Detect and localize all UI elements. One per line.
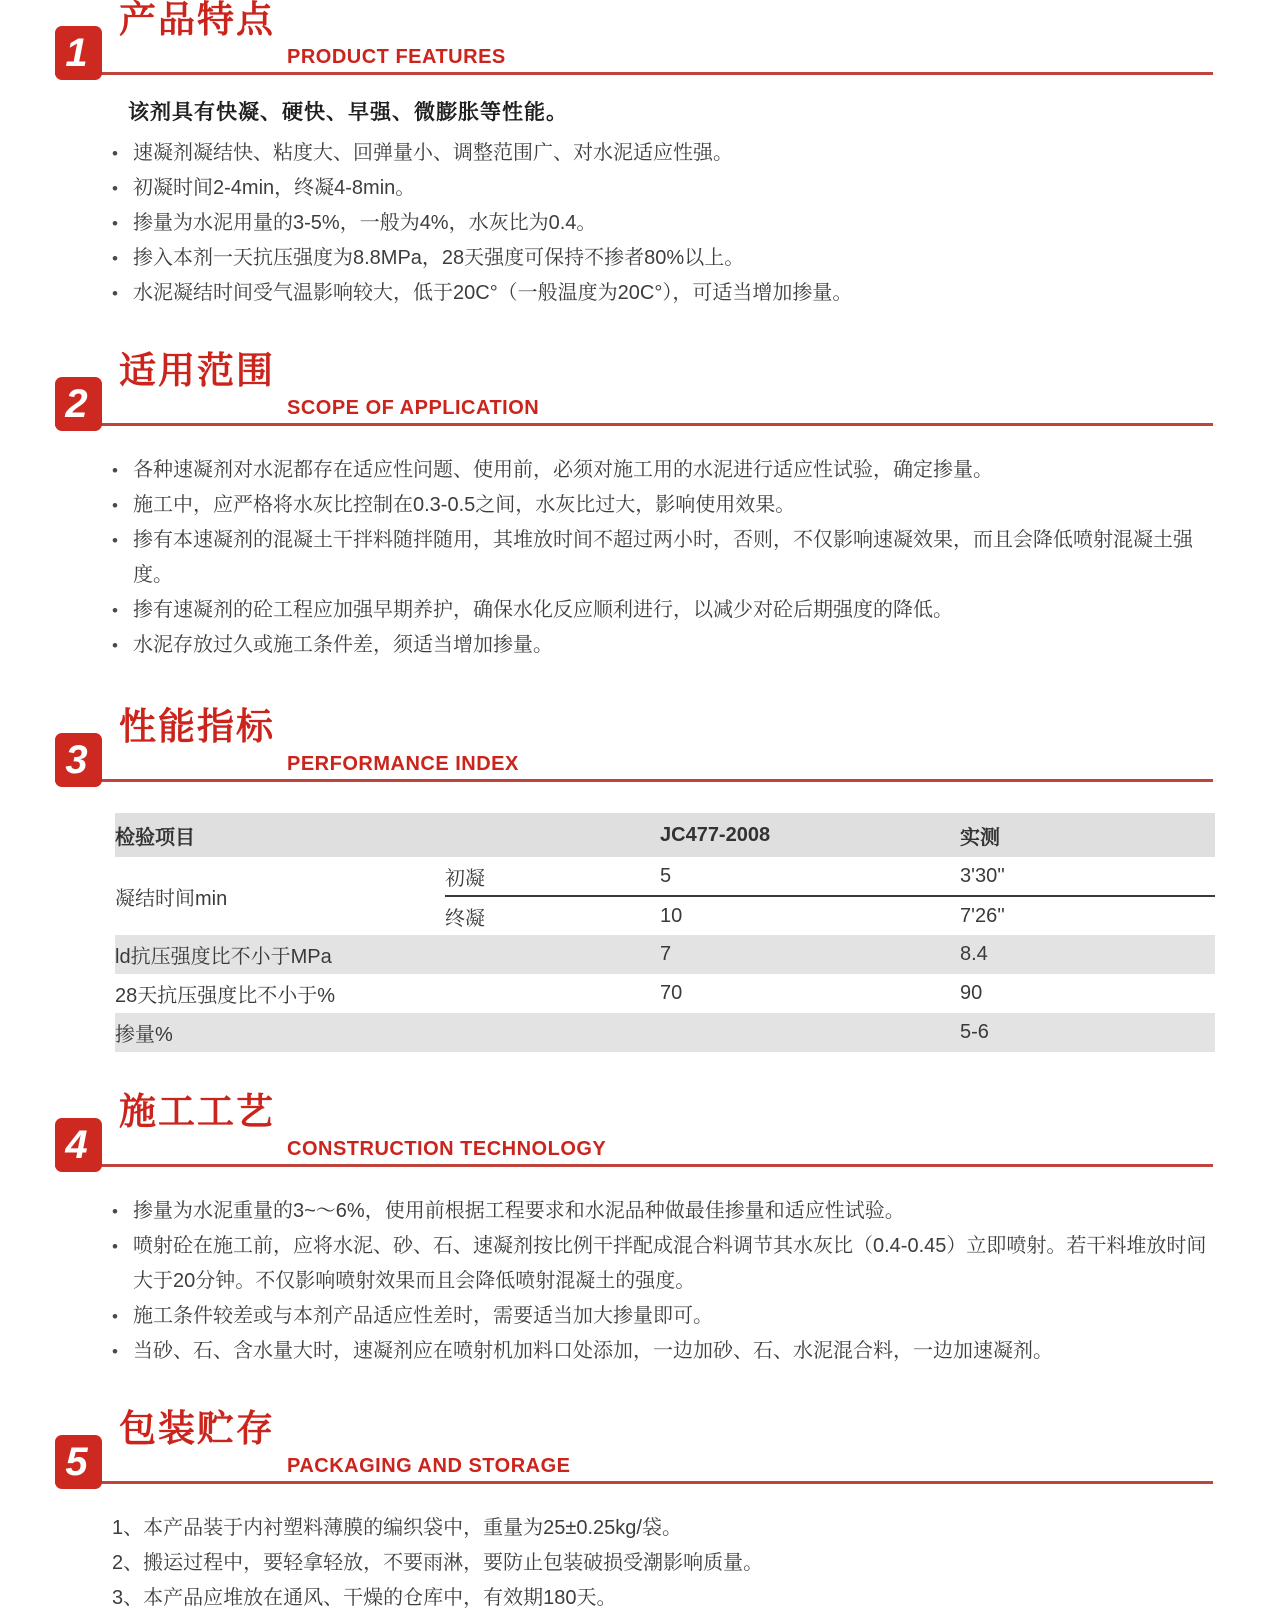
list-item bbox=[112, 1299, 1213, 1334]
row-label: 28天抗压强度比不小于% bbox=[115, 985, 336, 1007]
bullet-dot-icon: • bbox=[112, 1237, 118, 1256]
row-label: 凝结时间min bbox=[115, 887, 228, 910]
list-item-text: 各种速凝剂对水泥都存在适应性问题、使用前，必须对施工用的水泥进行适应性试验，确定掺量。 bbox=[133, 459, 993, 481]
section-performance-index bbox=[55, 706, 1213, 1052]
sub-row-label: 终凝 bbox=[445, 907, 485, 930]
section-title: 包装贮存 bbox=[119, 1408, 275, 1450]
section-number-badge bbox=[55, 377, 102, 431]
bullet-dot-icon: • bbox=[112, 531, 118, 550]
table-row bbox=[115, 935, 1215, 974]
bullet-dot-icon: • bbox=[112, 284, 118, 303]
list-item-text: 掺入本剂一天抗压强度为8.8MPa，28天强度可保持不掺者80%以上。 bbox=[133, 247, 745, 269]
list-item-text: 喷射砼在施工前，应将水泥、砂、石、速凝剂按比例干拌配成混合料调节其水灰比（0.4-0.45）立即喷射。若干料堆放时间大于20分钟。不仅影响喷射效果而且会降低喷射混凝土的强度。 bbox=[133, 1235, 1207, 1292]
section-header bbox=[55, 350, 1213, 431]
table-row bbox=[115, 857, 1215, 896]
section-underline bbox=[55, 423, 1213, 426]
list-item-text: 速凝剂凝结快、粘度大、回弹量小、调整范围广、对水泥适应性强。 bbox=[133, 142, 733, 164]
section-number-badge bbox=[55, 1435, 102, 1489]
section-number: 5 bbox=[65, 1439, 88, 1484]
measured-value: 7'26'' bbox=[960, 904, 1005, 927]
list-item: 3、本产品应堆放在通风、干燥的仓库中，有效期180天。 bbox=[112, 1587, 617, 1609]
section-number: 4 bbox=[65, 1122, 88, 1167]
list-item bbox=[112, 453, 1213, 488]
list-item bbox=[112, 593, 1213, 628]
list-item bbox=[112, 241, 1213, 276]
list-item bbox=[112, 1229, 1213, 1299]
scope-list bbox=[55, 453, 1213, 663]
row-label: 掺量% bbox=[115, 1024, 173, 1046]
list-item-text: 施工条件较差或与本剂产品适应性差时，需要适当加大掺量即可。 bbox=[133, 1305, 713, 1327]
list-item-text: 掺量为水泥重量的3~～6%，使用前根据工程要求和水泥品种做最佳掺量和适应性试验。 bbox=[133, 1200, 905, 1222]
section-title: 产品特点 bbox=[119, 0, 275, 41]
column-header-empty bbox=[445, 813, 660, 857]
column-header-measured: 实测 bbox=[960, 826, 1000, 849]
list-item bbox=[112, 488, 1213, 523]
bullet-dot-icon: • bbox=[112, 636, 118, 655]
bullet-dot-icon: • bbox=[112, 496, 118, 515]
section-subtitle-en: CONSTRUCTION TECHNOLOGY bbox=[287, 1138, 607, 1160]
bullet-dot-icon: • bbox=[112, 1202, 118, 1221]
section-header bbox=[55, 706, 1213, 787]
list-item bbox=[112, 276, 1213, 311]
column-header-standard: JC477-2008 bbox=[660, 823, 771, 846]
section-subtitle-en: PRODUCT FEATURES bbox=[287, 46, 506, 68]
section-title: 施工工艺 bbox=[119, 1091, 275, 1133]
section-number-badge bbox=[55, 1118, 102, 1172]
section-scope-of-application bbox=[55, 350, 1213, 663]
list-item-text: 水泥凝结时间受气温影响较大，低于20C°（一般温度为20C°），可适当增加掺量。 bbox=[133, 282, 853, 304]
performance-index-table bbox=[115, 813, 1215, 1052]
list-item-text: 当砂、石、含水量大时，速凝剂应在喷射机加料口处添加，一边加砂、石、水泥混合料，一边加速凝剂。 bbox=[133, 1340, 1053, 1362]
list-item bbox=[112, 136, 1213, 171]
section-header bbox=[55, 0, 1213, 80]
list-item bbox=[112, 171, 1213, 206]
section-underline bbox=[55, 1164, 1213, 1167]
bullet-dot-icon: • bbox=[112, 214, 118, 233]
bullet-dot-icon: • bbox=[112, 1342, 118, 1361]
packaging-list bbox=[55, 1511, 1213, 1616]
list-item-text: 掺有速凝剂的砼工程应加强早期养护，确保水化反应顺利进行，以减少对砼后期强度的降低。 bbox=[133, 599, 953, 621]
measured-value: 8.4 bbox=[960, 943, 988, 965]
section-number: 3 bbox=[65, 737, 88, 782]
list-item bbox=[112, 1194, 1213, 1229]
standard-value: 5 bbox=[660, 857, 960, 896]
measured-value: 90 bbox=[960, 982, 983, 1004]
section-underline bbox=[55, 1481, 1213, 1484]
section-subtitle-en: SCOPE OF APPLICATION bbox=[287, 397, 540, 419]
list-item: 1、本产品装于内衬塑料薄膜的编织袋中，重量为25±0.25kg/袋。 bbox=[112, 1517, 682, 1539]
list-item bbox=[112, 1334, 1213, 1369]
list-item-text: 初凝时间2-4min，终凝4-8min。 bbox=[133, 177, 416, 199]
bullet-dot-icon: • bbox=[112, 144, 118, 163]
bullet-dot-icon: • bbox=[112, 179, 118, 198]
intro-line: 该剂具有快凝、硬快、早强、微膨胀等性能。 bbox=[128, 101, 568, 124]
bullet-dot-icon: • bbox=[112, 601, 118, 620]
column-header-test-item: 检验项目 bbox=[115, 826, 195, 849]
standard-value: 7 bbox=[660, 943, 672, 965]
row-label: ld抗压强度比不小于MPa bbox=[115, 946, 332, 968]
section-subtitle-en: PACKAGING AND STORAGE bbox=[287, 1455, 571, 1477]
section-title: 适用范围 bbox=[119, 350, 275, 392]
list-item: 2、搬运过程中，要轻拿轻放，不要雨淋，要防止包装破损受潮影响质量。 bbox=[112, 1552, 764, 1574]
standard-value: 10 bbox=[660, 904, 683, 927]
section-header bbox=[55, 1408, 1213, 1489]
section-header bbox=[55, 1091, 1213, 1172]
table-row bbox=[115, 974, 1215, 1013]
section-number: 2 bbox=[65, 381, 88, 426]
standard-value bbox=[660, 1013, 960, 1052]
measured-value: 3'30'' bbox=[960, 857, 1215, 896]
section-subtitle-en: PERFORMANCE INDEX bbox=[287, 753, 519, 775]
table-row bbox=[115, 1013, 1215, 1052]
feature-list bbox=[55, 136, 1213, 311]
section-construction-technology bbox=[55, 1091, 1213, 1369]
list-item-text: 掺量为水泥用量的3-5%，一般为4%，水灰比为0.4。 bbox=[133, 212, 597, 234]
section-number-badge bbox=[55, 733, 102, 787]
list-item-text: 水泥存放过久或施工条件差，须适当增加掺量。 bbox=[133, 634, 553, 656]
bullet-dot-icon: • bbox=[112, 461, 118, 480]
measured-value: 5-6 bbox=[960, 1021, 989, 1043]
section-underline bbox=[55, 72, 1213, 75]
table-header-row bbox=[115, 813, 1215, 857]
section-number-badge bbox=[55, 26, 102, 80]
section-packaging-and-storage bbox=[55, 1408, 1213, 1616]
section-underline bbox=[55, 779, 1213, 782]
list-item bbox=[112, 628, 1213, 663]
list-item-text: 掺有本速凝剂的混凝土干拌料随拌随用，其堆放时间不超过两小时，否则，不仅影响速凝效果，而且会降低喷射混凝土强度。 bbox=[133, 529, 1193, 586]
bullet-dot-icon: • bbox=[112, 1307, 118, 1326]
section-product-features bbox=[55, 0, 1213, 311]
section-title: 性能指标 bbox=[119, 706, 275, 748]
bullet-dot-icon: • bbox=[112, 249, 118, 268]
standard-value: 70 bbox=[660, 982, 683, 1004]
list-item-text: 施工中，应严格将水灰比控制在0.3-0.5之间，水灰比过大，影响使用效果。 bbox=[133, 494, 796, 516]
list-item bbox=[112, 206, 1213, 241]
section-number: 1 bbox=[65, 30, 88, 75]
construction-list bbox=[55, 1194, 1213, 1369]
list-item bbox=[112, 523, 1213, 593]
sub-row-label: 初凝 bbox=[445, 857, 660, 896]
